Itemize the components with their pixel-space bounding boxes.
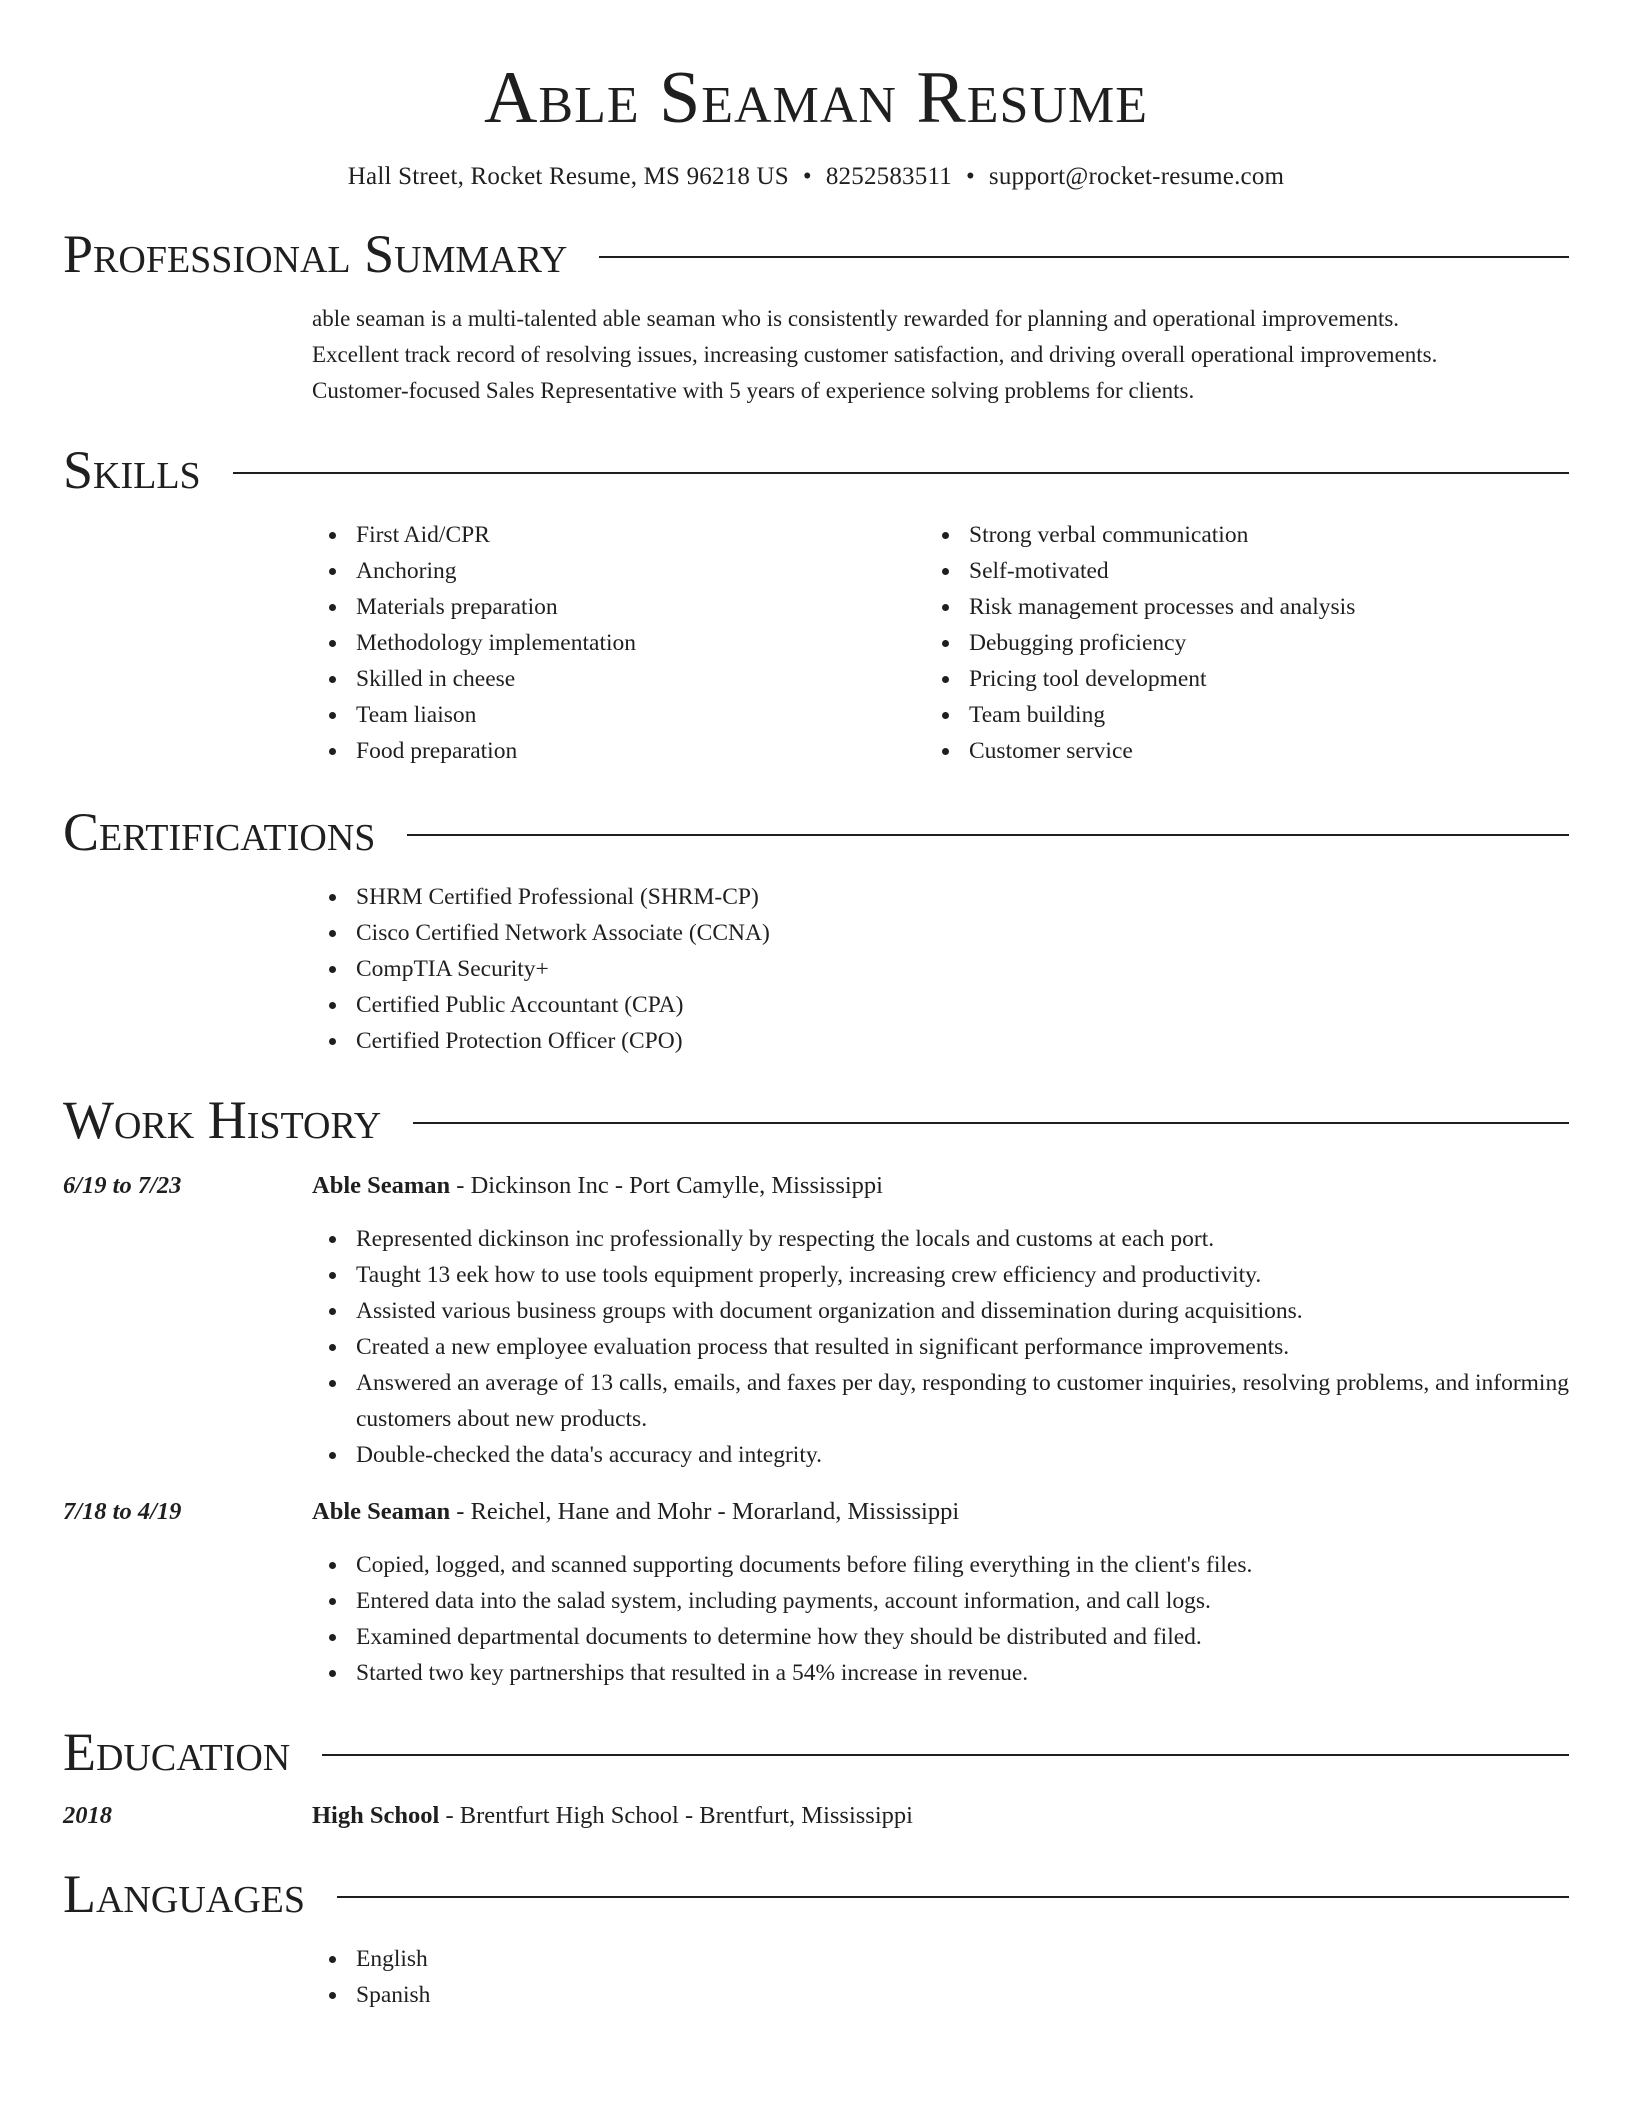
skill-item: Team liaison: [356, 697, 925, 733]
education-entry: [63, 1799, 1569, 1833]
resume-title: Able Seaman Resume: [483, 57, 1149, 139]
job-bullets: [312, 1547, 1569, 1691]
language-item: English: [356, 1941, 1569, 1977]
job-title: Able Seaman: [312, 1172, 451, 1200]
skill-item: Materials preparation: [356, 589, 925, 625]
contact-separator: •: [965, 163, 975, 191]
job-bullet: Entered data into the salad system, including payments, account information, and call logs.: [356, 1583, 1569, 1619]
languages-list: [312, 1941, 1569, 2013]
job-bullet: Answered an average of 13 calls, emails, and faxes per day, responding to customer inquiries, resolving problems, and informing customers about new products.: [356, 1365, 1569, 1437]
job-entry: [63, 1169, 1569, 1473]
education-details: - Brentfurt High School - Brentfurt, Mississippi: [439, 1802, 913, 1830]
skill-item: Risk management processes and analysis: [969, 589, 1538, 625]
contact-line: [63, 163, 1569, 191]
job-entry: [63, 1495, 1569, 1691]
job-dates: 7/18 to 4/19: [63, 1498, 182, 1526]
skill-item: Anchoring: [356, 553, 925, 589]
summary-section-header: [63, 224, 1569, 285]
skill-item: First Aid/CPR: [356, 517, 925, 553]
skill-item: Methodology implementation: [356, 625, 925, 661]
summary-text: [312, 301, 1569, 409]
job-dates: 6/19 to 7/23: [63, 1172, 182, 1200]
section-divider: [337, 1896, 1569, 1898]
summary-heading: Professional Summary: [63, 224, 568, 285]
contact-address: Hall Street, Rocket Resume, MS 96218 US: [347, 163, 789, 191]
skill-item: Self-motivated: [969, 553, 1538, 589]
job-bullet: Assisted various business groups with document organization and dissemination during acquisitions.: [356, 1293, 1569, 1329]
certification-item: Certified Protection Officer (CPO): [356, 1023, 1569, 1059]
job-bullets: [312, 1221, 1569, 1473]
language-item: Spanish: [356, 1977, 1569, 2013]
section-divider: [407, 834, 1569, 836]
job-details: - Reichel, Hane and Mohr - Morarland, Mississippi: [450, 1498, 960, 1526]
job-bullet: Taught 13 eek how to use tools equipment properly, increasing crew efficiency and productivity.: [356, 1257, 1569, 1293]
skills-section-header: [63, 440, 1569, 501]
certifications-heading: Certifications: [63, 802, 376, 863]
certification-item: Certified Public Accountant (CPA): [356, 987, 1569, 1023]
skill-item: Food preparation: [356, 733, 925, 769]
job-bullet: Created a new employee evaluation process that resulted in significant performance improvements.: [356, 1329, 1569, 1365]
section-divider: [233, 472, 1569, 474]
skills-column-right: [925, 517, 1538, 769]
skill-item: Strong verbal communication: [969, 517, 1538, 553]
job-bullet: Examined departmental documents to determine how they should be distributed and filed.: [356, 1619, 1569, 1655]
education-section-header: [63, 1722, 1569, 1783]
education-line: [312, 1799, 913, 1833]
skill-item: Debugging proficiency: [969, 625, 1538, 661]
certification-item: CompTIA Security+: [356, 951, 1569, 987]
skills-grid: [312, 517, 1569, 769]
summary-line: Customer-focused Sales Representative with 5 years of experience solving problems for clients.: [312, 378, 1195, 404]
certifications-list: [312, 879, 1569, 1059]
job-title-line: [312, 1495, 959, 1529]
contact-phone: 8252583511: [825, 163, 952, 191]
certifications-section-header: [63, 802, 1569, 863]
skill-item: Customer service: [969, 733, 1538, 769]
skills-heading: Skills: [63, 440, 201, 501]
education-heading: Education: [63, 1722, 291, 1783]
skill-item: Pricing tool development: [969, 661, 1538, 697]
education-year: 2018: [63, 1802, 112, 1830]
summary-line: able seaman is a multi-talented able seaman who is consistently rewarded for planning and operational improvements.: [312, 306, 1400, 332]
job-title: Able Seaman: [312, 1498, 451, 1526]
job-bullet: Started two key partnerships that resulted in a 54% increase in revenue.: [356, 1655, 1569, 1691]
work-heading: Work History: [63, 1090, 382, 1151]
job-header: [63, 1169, 1569, 1203]
certification-item: SHRM Certified Professional (SHRM-CP): [356, 879, 1569, 915]
section-divider: [599, 256, 1569, 258]
education-degree: High School: [312, 1802, 440, 1830]
summary-line: Excellent track record of resolving issues, increasing customer satisfaction, and driving overall operational improvements.: [312, 342, 1438, 368]
section-divider: [322, 1754, 1569, 1756]
job-bullet: Represented dickinson inc professionally by respecting the locals and customs at each port.: [356, 1221, 1569, 1257]
languages-section-header: [63, 1864, 1569, 1925]
skill-item: Skilled in cheese: [356, 661, 925, 697]
contact-email: support@rocket-resume.com: [988, 163, 1285, 191]
job-bullet: Double-checked the data's accuracy and integrity.: [356, 1437, 1569, 1473]
skill-item: Team building: [969, 697, 1538, 733]
languages-heading: Languages: [63, 1864, 305, 1925]
skills-column-left: [312, 517, 925, 769]
certification-item: Cisco Certified Network Associate (CCNA): [356, 915, 1569, 951]
work-section-header: [63, 1090, 1569, 1151]
section-divider: [413, 1122, 1569, 1124]
job-header: [63, 1495, 1569, 1529]
job-title-line: [312, 1169, 883, 1203]
job-bullet: Copied, logged, and scanned supporting documents before filing everything in the client's files.: [356, 1547, 1569, 1583]
job-details: - Dickinson Inc - Port Camylle, Mississippi: [450, 1172, 883, 1200]
contact-separator: •: [802, 163, 812, 191]
